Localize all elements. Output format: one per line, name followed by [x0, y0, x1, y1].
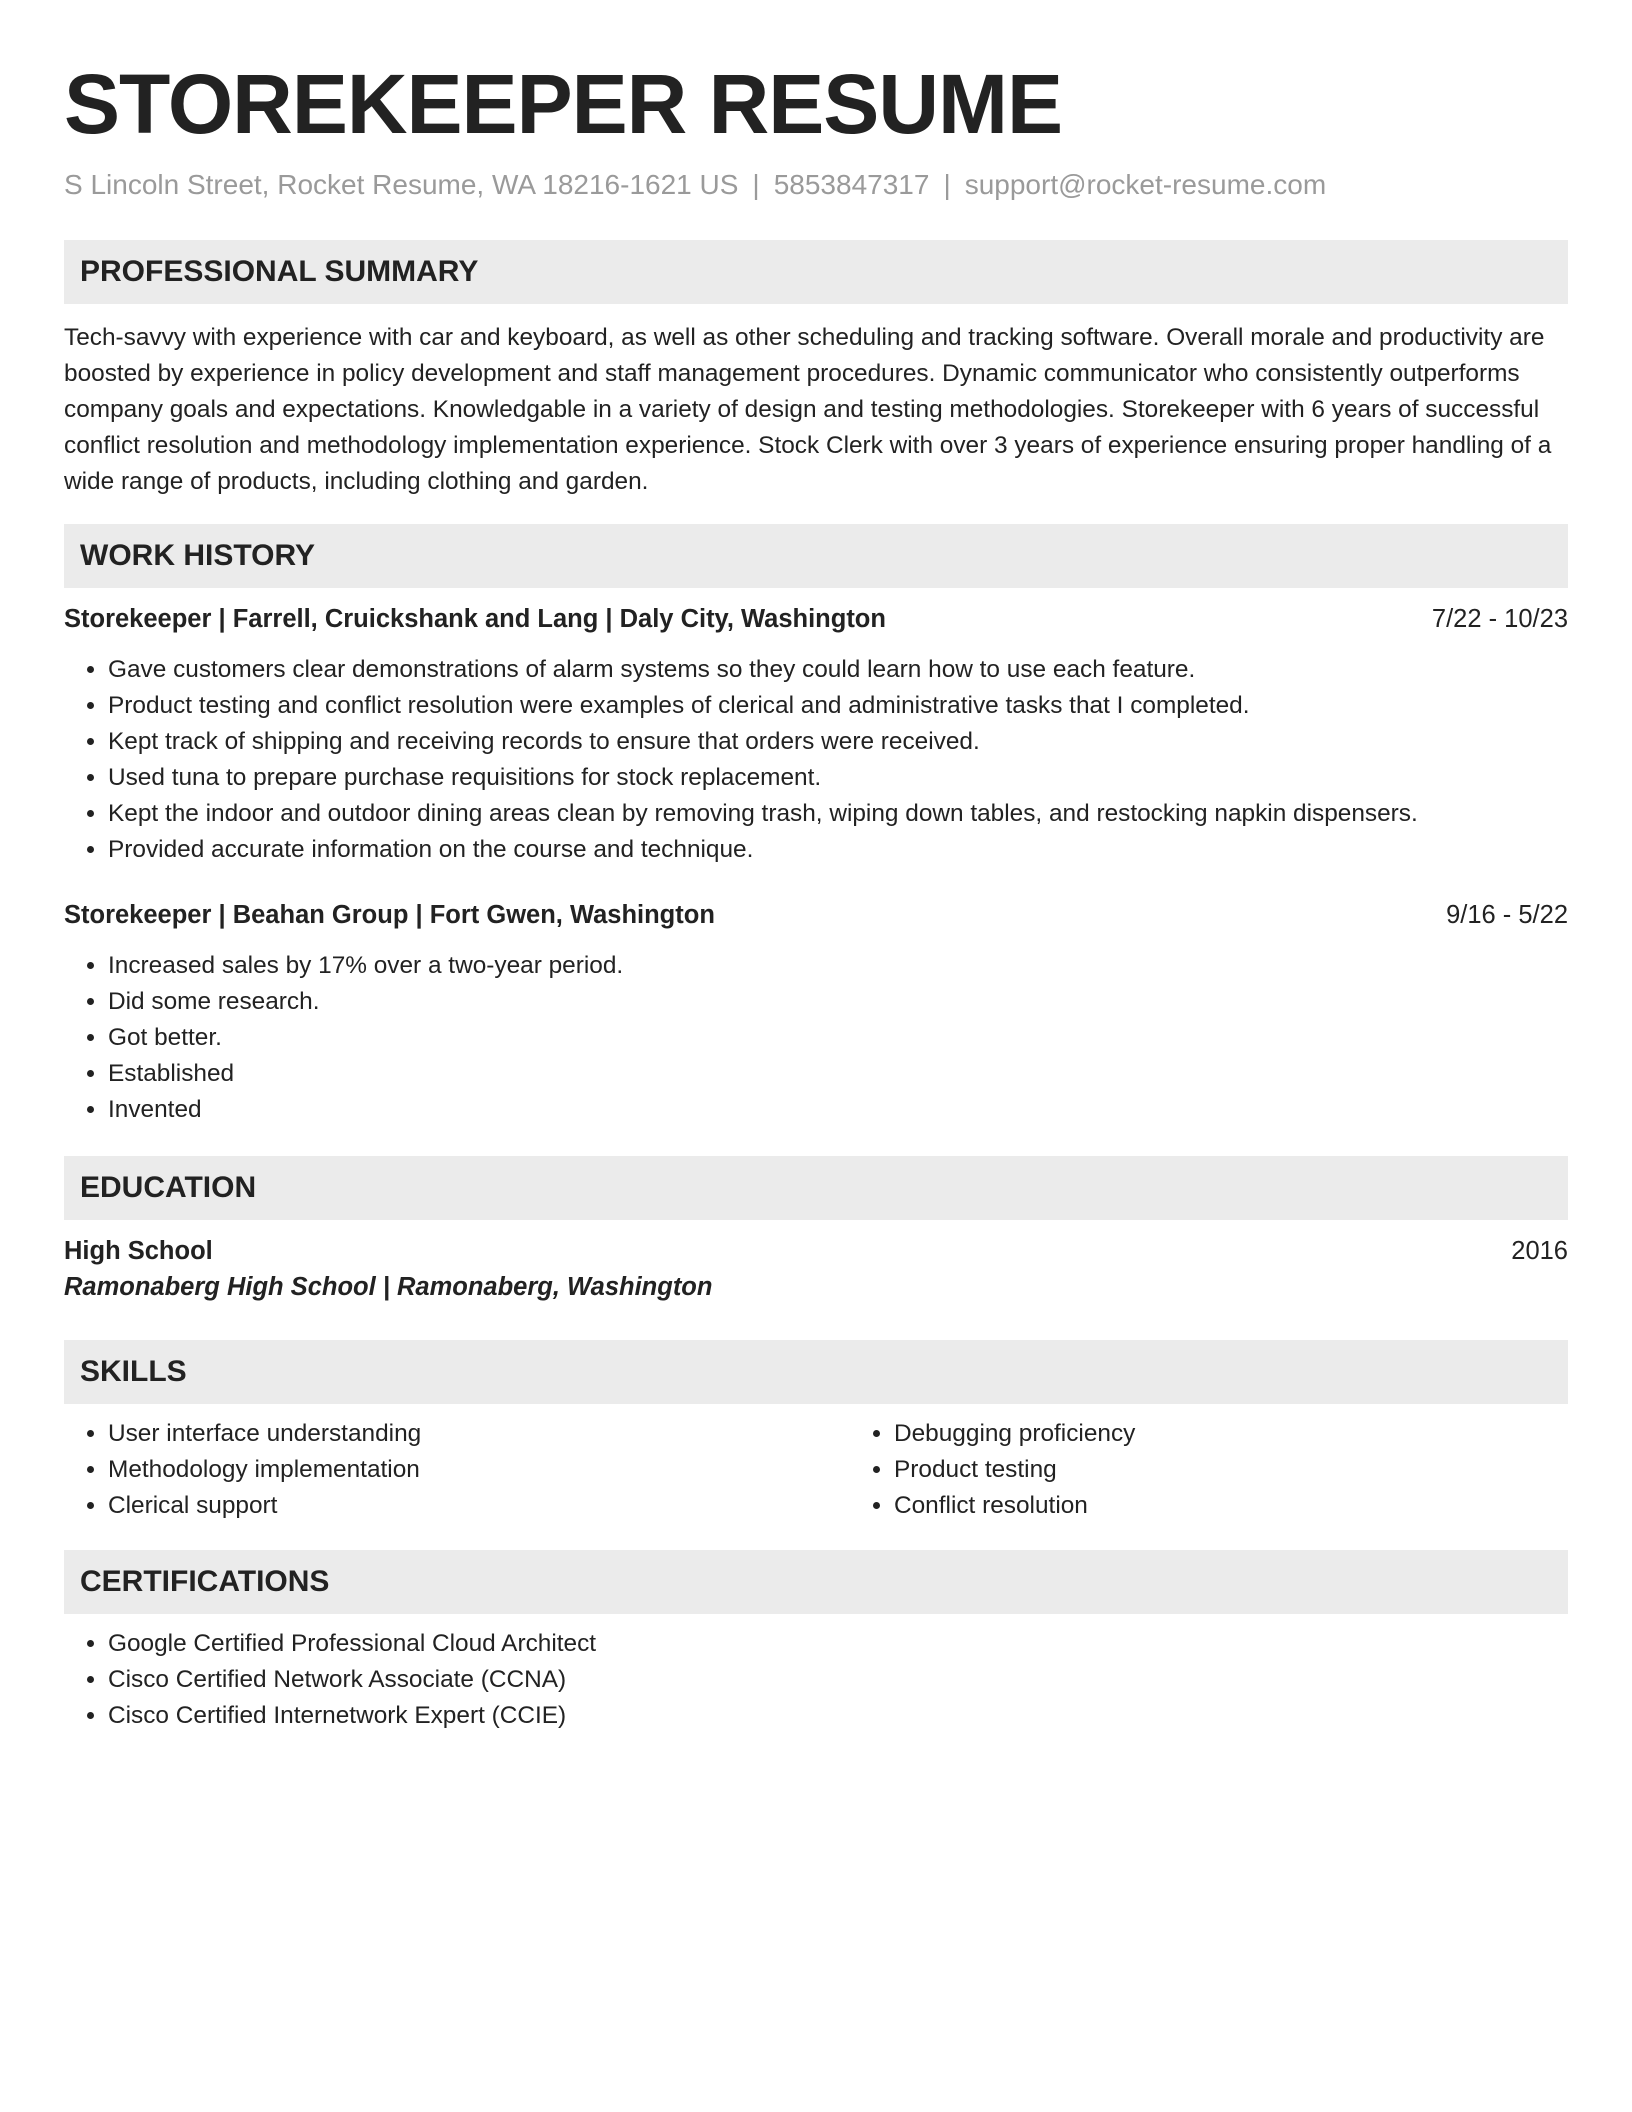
job-dates: 7/22 - 10/23: [1431, 605, 1568, 633]
education-entry: [64, 1234, 1568, 1306]
job-duty: • Established: [108, 1056, 1568, 1092]
contact-email: support@rocket-resume.com: [964, 169, 1327, 200]
contact-address: S Lincoln Street, Rocket Resume, WA 18216-1621 US: [64, 169, 739, 200]
job-header: [64, 602, 1568, 636]
contact-phone: 5853847317: [773, 169, 930, 200]
education-degree: High School: [64, 1237, 213, 1265]
job-duty: • Increased sales by 17% over a two-year period.: [108, 948, 1568, 984]
job-duty: • Provided accurate information on the course and technique.: [108, 832, 1568, 868]
job-entry: [64, 898, 1568, 1128]
education-heading: EDUCATION: [64, 1156, 1568, 1220]
job-header: [64, 898, 1568, 932]
skill-item: • Clerical support: [108, 1488, 850, 1524]
resume-title: STOREKEEPER RESUME: [64, 57, 1062, 151]
certification-item: • Cisco Certified Network Associate (CCNA): [108, 1662, 1568, 1698]
skills-column-left: [64, 1416, 850, 1524]
contact-separator: |: [943, 169, 951, 200]
job-entry: [64, 602, 1568, 868]
certification-item: • Cisco Certified Internetwork Expert (CCIE): [108, 1698, 1568, 1734]
skill-item: • User interface understanding: [108, 1416, 850, 1452]
job-duty: • Invented: [108, 1092, 1568, 1128]
certifications-heading: CERTIFICATIONS: [64, 1550, 1568, 1614]
job-duty: • Product testing and conflict resolution were examples of clerical and administrative tasks that I completed.: [108, 688, 1568, 724]
job-title: Storekeeper | Farrell, Cruickshank and Lang | Daly City, Washington: [64, 605, 886, 633]
certification-item: • Google Certified Professional Cloud Architect: [108, 1626, 1568, 1662]
certifications-list: [64, 1626, 1568, 1734]
skill-item: • Methodology implementation: [108, 1452, 850, 1488]
job-duty: • Got better.: [108, 1020, 1568, 1056]
job-duties: [64, 948, 1568, 1128]
job-dates: 9/16 - 5/22: [1446, 901, 1568, 929]
job-duty: • Gave customers clear demonstrations of alarm systems so they could learn how to use each feature.: [108, 652, 1568, 688]
skills-heading: SKILLS: [64, 1340, 1568, 1404]
job-duty: • Kept track of shipping and receiving records to ensure that orders were received.: [108, 724, 1568, 760]
job-duty: • Kept the indoor and outdoor dining areas clean by removing trash, wiping down tables, and restocking napkin dispensers.: [108, 796, 1568, 832]
summary-heading: PROFESSIONAL SUMMARY: [64, 240, 1568, 304]
education-school: Ramonaberg High School | Ramonaberg, Washington: [64, 1273, 713, 1301]
job-duty: • Did some research.: [108, 984, 1568, 1020]
skill-item: • Conflict resolution: [894, 1488, 1632, 1524]
contact-line: [64, 168, 1568, 202]
skills-column-right: [850, 1416, 1632, 1524]
job-duty: • Used tuna to prepare purchase requisitions for stock replacement.: [108, 760, 1568, 796]
job-duties: [64, 652, 1568, 868]
skills-list: [64, 1416, 1568, 1524]
education-header: [64, 1234, 1568, 1268]
work-history-heading: WORK HISTORY: [64, 524, 1568, 588]
skill-item: • Debugging proficiency: [894, 1416, 1632, 1452]
skill-item: • Product testing: [894, 1452, 1632, 1488]
summary-text: Tech-savvy with experience with car and keyboard, as well as other scheduling and tracking software. Overall morale and productivity are boosted by experience in policy development and staff management procedures. Dynamic communicator who consistently outperforms company goals and expectations. Knowledgable in a variety of design and testing methodologies. Storekeeper with 6 years of successful conflict resolution and methodology implementation experience. Stock Clerk with over 3 years of experience ensuring proper handling of a wide range of products, including clothing and garden.: [64, 324, 1552, 495]
job-title: Storekeeper | Beahan Group | Fort Gwen, Washington: [64, 901, 715, 929]
contact-separator: |: [752, 169, 760, 200]
education-year: 2016: [1511, 1237, 1568, 1265]
